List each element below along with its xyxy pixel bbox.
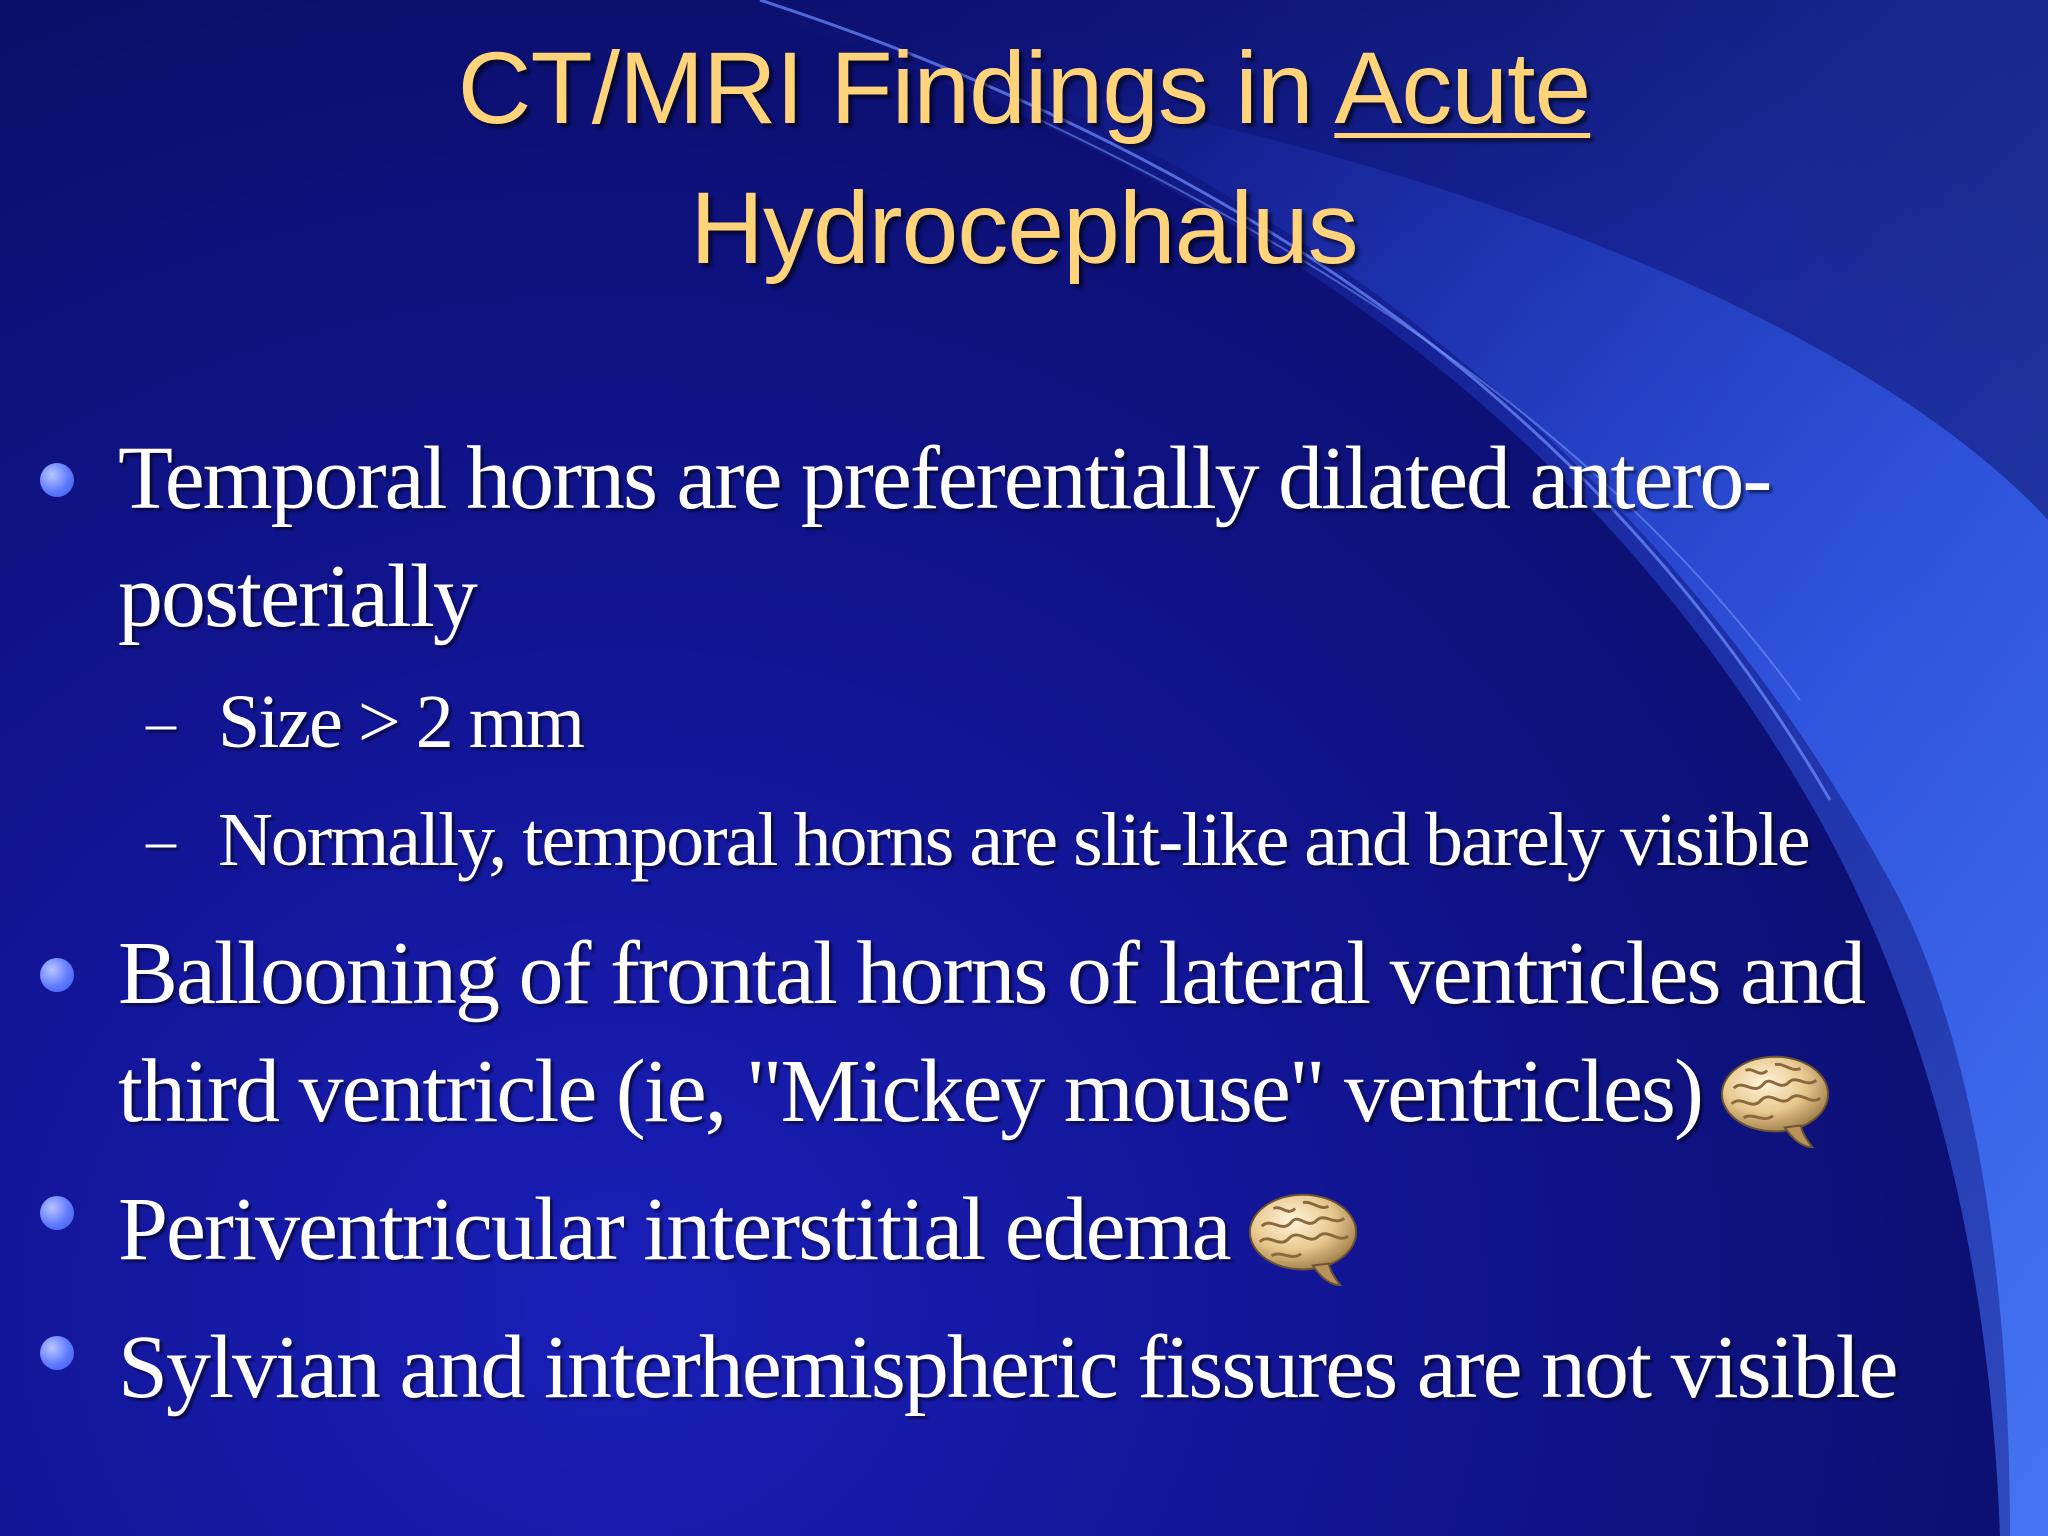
sub-bullet-dash: – [146,689,176,755]
bullet-1-line-1: Temporal horns are preferentially dilated antero- [118,429,1771,528]
bullet-3-text: Periventricular interstitial edema [118,1180,1230,1279]
bullet-2-line-2-text: third ventricle (ie, "Mickey mouse" ventricles) [118,1042,1702,1141]
bullet-dot [40,1196,74,1230]
bullet-dot [40,958,74,992]
bullet-3-line-1 [118,1171,2018,1290]
bullet-dot [40,463,74,497]
bullet-2-line-2 [118,1033,2018,1152]
bullet-1 [118,420,2018,656]
title-line-2: Hydrocephalus [690,171,1358,285]
sub-bullet-2: Normally, temporal horns are slit-like and barely visible [218,798,1809,882]
sub-bullet-1: Size > 2 mm [218,680,583,764]
brain-icon[interactable] [1716,1048,1834,1152]
bullet-dot [40,1336,74,1370]
bullet-2 [118,915,2018,1152]
title-underlined-word: Acute [1334,31,1591,145]
title-prefix: CT/MRI Findings in [457,31,1335,145]
sub-bullet-dash: – [146,807,176,873]
bullet-2-line-1: Ballooning of frontal horns of lateral ventricles and [118,924,1864,1023]
brain-icon[interactable] [1244,1186,1362,1290]
bullet-1-line-2: posterially [118,547,476,646]
bullet-4 [118,1309,2018,1427]
bullet-4-line-1: Sylvian and interhemispheric fissures are not visible [118,1318,1897,1417]
bullet-3 [118,1171,2018,1290]
